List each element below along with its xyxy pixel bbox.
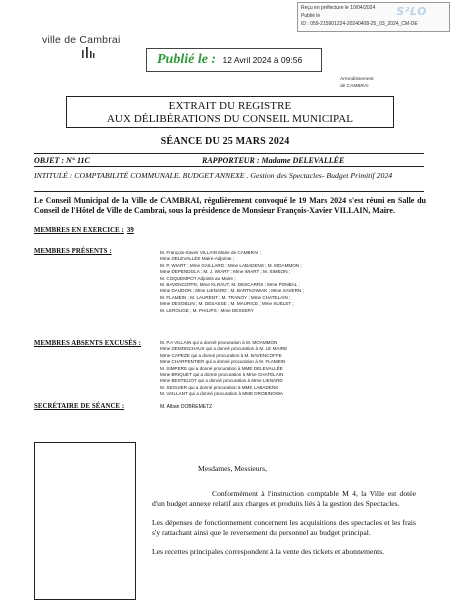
list-item: M. FLAMEIN ; M. LAURENT ; M. TRANOY ; Mme CHATELAIN ; [160,294,291,300]
list-item: Mme BRIQUET qui a donné procuration à Mme CHATELAIN [160,372,284,378]
published-date: 12 Avril 2024 à 09:56 [222,55,303,65]
list-item: Mme CHARPENTIER qui a donné procuration à M. FLAMEIN [160,359,286,365]
stamp-id-line: ID : 059-215901224-20240408-25_03_2024_CM-DE [301,21,418,27]
published-label: Publié le : [157,52,217,67]
list-item: Mme BESTELIOT qui a donné procuration à Mme LIENARD [160,378,283,384]
list-item: M. P. WIART ; Mme GAILLARD ; Mme LABADENS ; M. MOAMMON ; [160,262,302,268]
margin-box [34,442,136,600]
membres-exercice-label: MEMBRES EN EXERCICE : [34,227,124,234]
list-item: Mme DEMONCHAUX qui a donné procuration à M. LE MAIRE [160,346,288,352]
list-item: Mme DAUDON ; Mme LIENARD ; M. BARTKOWIAK ; Mme SAVERN ; [160,288,304,294]
city-logo [42,34,134,64]
list-item: M. SEGUIER qui a donné procuration à MME LABADENS [160,384,279,390]
list-item: Mme DELEVALLÉE Maire-Adjointe ; [160,256,234,262]
objet-text: OBJET : N° 11C [34,156,90,165]
membres-exercice-value: 39 [126,227,134,234]
list-item: M. BAVENCOFFE, Mme KLRAUT, M. DESCARRS ; Mme PONBAL ; [160,282,300,288]
membres-presents-label: MEMBRES PRÉSENTS : [34,248,112,255]
seance-heading: SÉANCE DU 25 MARS 2024 [160,136,290,147]
intro-paragraph: Le Conseil Municipal de la Ville de CAMBRAI, régulièrement convoqué le 19 Mars 2024 s'est réuni en Salle du Conseil de l'Hôtel de Ville de Cambrai, sous la présidence de Monsieur François-Xavier VILLAIN, Maire. [34,196,426,215]
list-item: M. SIMPERE qui a donné procuration à MME DELEVALLÉE [160,365,283,371]
title-line-1: EXTRAIT DU REGISTRE [168,100,292,112]
list-item: Mme CAPEZE qui a donné procuration à M. BAVENCOFFE [160,352,282,358]
rapporteur-text: RAPPORTEUR : Madame DELEVALLÉE [202,156,345,165]
stamp-published-line: Publié le [301,13,321,19]
document-title-box [66,96,394,128]
body-paragraph: Les dépenses de fonctionnement concernent les acquisitions des spectacles et les frais s'y rattachant ainsi que le reversement du personnel au budget principal. [152,518,416,537]
list-item: Mme DESOBLIN ; M. DESASSE ; M. MAURICE ; Mme SUELET ; [160,301,294,307]
list-item: M. VAILLANT qui a donné procuration à MME DROBINOWA [160,391,283,397]
body-paragraph: Les recettes principales correspondent à la vente des tickets et abonnements. [152,547,385,556]
title-line-2: AUX DÉLIBÉRATIONS DU CONSEIL MUNICIPAL [106,113,354,125]
membres-presents-list [160,250,304,314]
belfry-icon [80,46,96,58]
membres-absents-list [160,340,287,398]
membres-exercice [34,227,134,234]
prefecture-stamp [297,2,450,32]
city-logo-text: ville de Cambrai [42,34,121,46]
arrondissement-line-1: Arrondissement [340,77,374,82]
salutation: Mesdames, Messieurs, [198,464,267,473]
membres-absents-label: MEMBRES ABSENTS EXCUSÉS : [34,340,141,347]
secretaire-name: M. Alban DOBREMETZ [160,404,213,410]
list-item: Mme DEPENDOLA ; M. J. WIART ; Mme WIART ; M. SIMEON ; [160,269,291,275]
list-item: M. LEROUGE ; M. PHILIPS ; Mme DESSERY [160,307,254,313]
stamp-received-line: Reçu en préfecture le 10/04/2024 [301,5,376,11]
list-item: M. COQUEMPOT Adjoints au Maire ; [160,275,236,281]
objet-row [34,153,424,167]
stamp-brand-logo: S²LO [396,5,427,18]
arrondissement-line-2: de CAMBRAI [340,84,369,89]
published-box [146,48,322,72]
intitule-text: INTITULÉ : COMPTABILITÉ COMMUNALE. BUDGET ANNEXE . Gestion des Spectacles- Budget Primitif 2024 [34,170,424,192]
deliberation-body [152,464,416,566]
arrondissement-label [340,76,374,90]
list-item: M. François-Xavier VILLAIN Maire de CAMBRAI ; [160,250,261,255]
body-paragraph: Conformément à l'instruction comptable M 4, la Ville est dotée d'un budget annexe relatif aux charges et produits liés à la gestion des Spectacles. [152,489,416,508]
secretaire-label: SECRÉTAIRE DE SÉANCE : [34,403,125,410]
list-item: M. P.A VILLAIN qui a donné procuration à M. MOAMMON [160,340,278,345]
